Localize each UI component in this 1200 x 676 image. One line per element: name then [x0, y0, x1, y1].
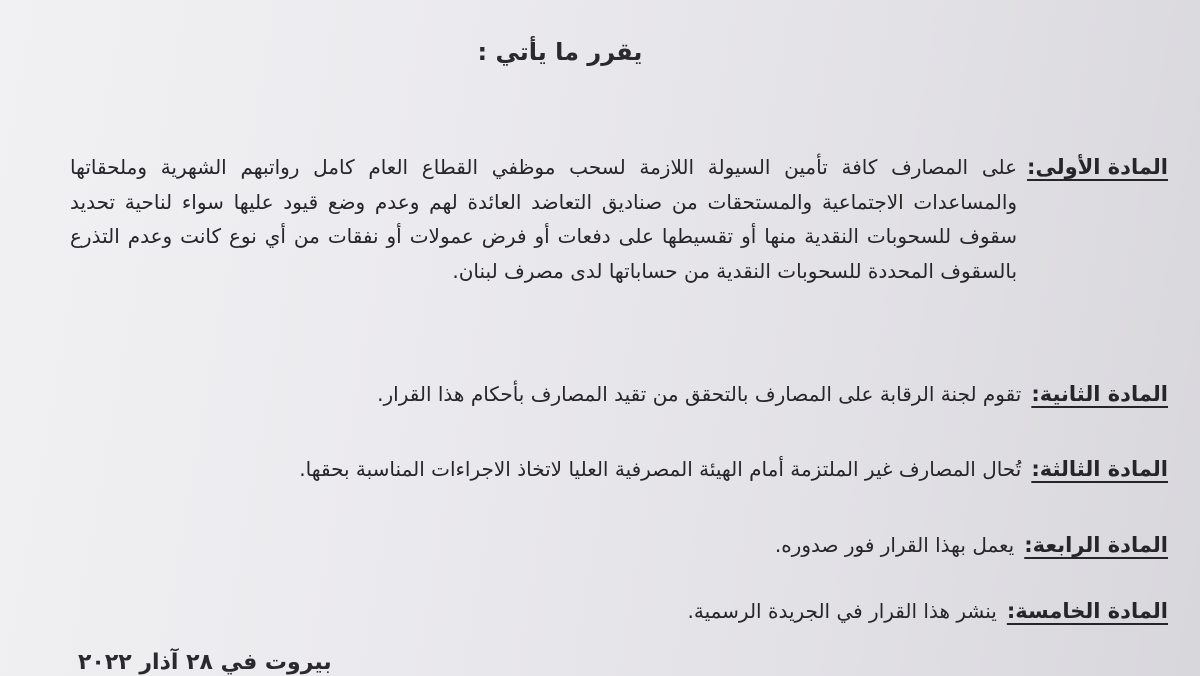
- article-5-text: ينشر هذا القرار في الجريدة الرسمية.: [687, 599, 997, 623]
- article-4-text: يعمل بهذا القرار فور صدوره.: [774, 533, 1015, 557]
- article-1-text: على المصارف كافة تأمين السيولة اللازمة لسحب موظفي القطاع العام كامل رواتبهم الشهرية وملحقاتها والمساعدات الاجتماعية والمستحقات من صناديق التعاضد العائدة لهم وعدم وضع قيود عليها سواء لناحية تحديد سقوف للسحوبات النقدية منها أو تقسيطها على دفعات أو فرض عمولات أو نفقات من أي نوع كانت وعدم التذرع بالسقوف المحددة للسحوبات النقدية من حساباتها لدى مصرف لبنان.: [70, 155, 1018, 283]
- article-4-label: المادة الرابعة:: [1024, 533, 1168, 557]
- issue-date-line: بيروت في ٢٨ آذار ٢٠٢٢: [78, 650, 332, 675]
- article-3-label: المادة الثالثة:: [1031, 457, 1168, 481]
- article-5: [70, 594, 1168, 629]
- article-5-label: المادة الخامسة:: [1006, 599, 1168, 623]
- article-2: [70, 377, 1168, 412]
- article-1-label: المادة الأولى:: [1027, 155, 1168, 179]
- article-3: [70, 452, 1168, 487]
- decision-heading: يقرر ما يأتي :: [477, 38, 643, 66]
- article-3-text: تُحال المصارف غير الملتزمة أمام الهيئة المصرفية العليا لاتخاذ الاجراءات المناسبة بحقها.: [299, 457, 1022, 481]
- article-2-text: تقوم لجنة الرقابة على المصارف بالتحقق من تقيد المصارف بأحكام هذا القرار.: [377, 382, 1022, 406]
- article-4: [70, 528, 1168, 563]
- article-2-label: المادة الثانية:: [1031, 382, 1168, 406]
- article-1: [70, 150, 1168, 288]
